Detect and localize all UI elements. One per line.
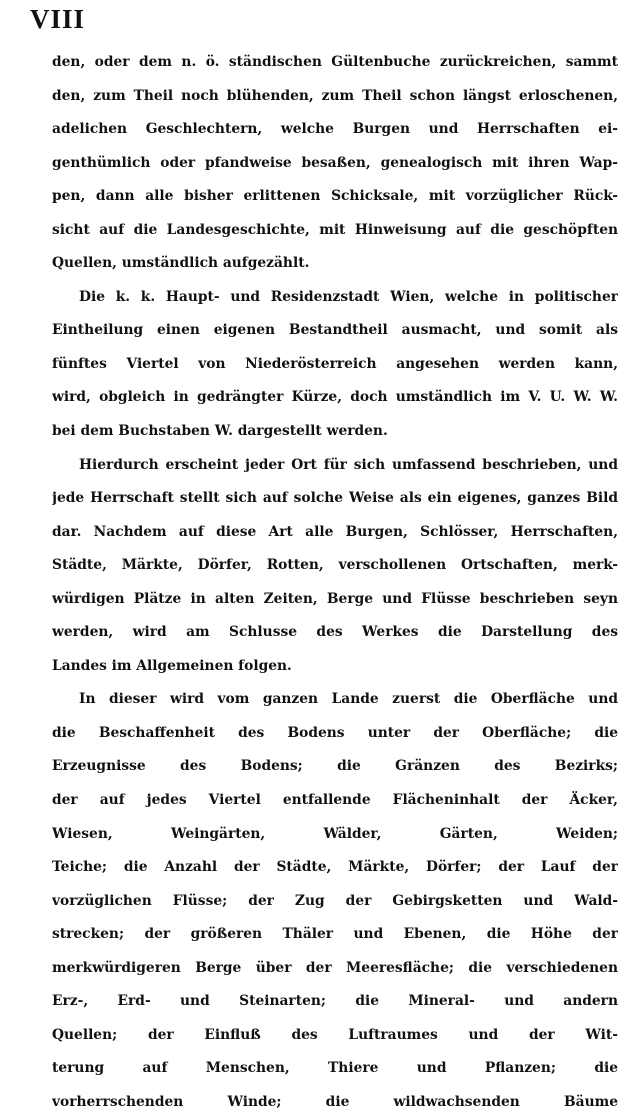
text-line: Städte, Märkte, Dörfer, Rotten, verschollenen Ortschaften, merk- <box>52 557 618 574</box>
text-line: Teiche; die Anzahl der Städte, Märkte, Dörfer; der Lauf der <box>52 859 618 876</box>
text-line: Wiesen, Weingärten, Wälder, Gärten, Weiden; <box>52 825 618 842</box>
text-line: pen, dann alle bisher erlittenen Schicksale, mit vorzüglicher Rück- <box>52 188 618 205</box>
text-line: Erzeugnisse des Bodens; die Gränzen des Bezirks; <box>52 758 618 775</box>
text-line: strecken; der größeren Thäler und Ebenen, die Höhe der <box>52 926 618 943</box>
text-line: wird, obgleich in gedrängter Kürze, doch umständlich im V. U. W. W. <box>52 389 618 406</box>
text-line: terung auf Menschen, Thiere und Pflanzen; die <box>52 1060 618 1077</box>
text-line: fünftes Viertel von Niederösterreich angesehen werden kann, <box>52 355 618 372</box>
text-line: vorzüglichen Flüsse; der Zug der Gebirgsketten und Wald- <box>52 892 618 909</box>
text-line: genthümlich oder pfandweise besaßen, genealogisch mit ihren Wap- <box>52 154 618 171</box>
text-line: den, oder dem n. ö. ständischen Gültenbuche zurückreichen, sammt <box>52 54 618 70</box>
text-line: Quellen; der Einfluß des Luftraumes und der Wit- <box>52 1026 618 1043</box>
text-line: bei dem Buchstaben W. dargestellt werden. <box>52 423 388 440</box>
text-line: Eintheilung einen eigenen Bestandtheil ausmacht, und somit als <box>52 322 618 339</box>
text-line: Quellen, umständlich aufgezählt. <box>52 255 310 272</box>
text-line: merkwürdigeren Berge über der Meeresfläche; die verschiedenen <box>52 959 618 976</box>
text-line: der auf jedes Viertel entfallende Flächeninhalt der Äcker, <box>52 792 618 809</box>
body-text <box>52 46 618 1120</box>
text-line: adelichen Geschlechtern, welche Burgen und Herrschaften ei- <box>52 121 618 138</box>
text-line: jede Herrschaft stellt sich auf solche Weise als ein eigenes, ganzes Bild <box>52 490 618 507</box>
page-number: VIII <box>30 4 86 34</box>
text-line: werden, wird am Schlusse des Werkes die Darstellung des <box>52 624 618 641</box>
text-line: Erz-, Erd- und Steinarten; die Mineral- und andern <box>52 993 618 1010</box>
text-line: In dieser wird vom ganzen Lande zuerst die Oberfläche und <box>79 691 618 708</box>
text-line: vorherrschenden Winde; die wildwachsenden Bäume <box>52 1093 618 1110</box>
text-line: Hierdurch erscheint jeder Ort für sich umfassend beschrieben, und <box>79 456 618 473</box>
text-line: dar. Nachdem auf diese Art alle Burgen, Schlösser, Herrschaften, <box>52 523 618 540</box>
text-line: die Beschaffenheit des Bodens unter der Oberfläche; die <box>52 724 618 741</box>
text-line: Landes im Allgemeinen folgen. <box>52 657 292 674</box>
text-line: würdigen Plätze in alten Zeiten, Berge und Flüsse beschrieben seyn <box>52 590 618 607</box>
text-line: sicht auf die Landesgeschichte, mit Hinweisung auf die geschöpften <box>52 221 618 238</box>
text-line: Die k. k. Haupt- und Residenzstadt Wien, welche in politischer <box>79 288 618 305</box>
text-line: den, zum Theil noch blühenden, zum Theil schon längst erloschenen, <box>52 87 618 104</box>
